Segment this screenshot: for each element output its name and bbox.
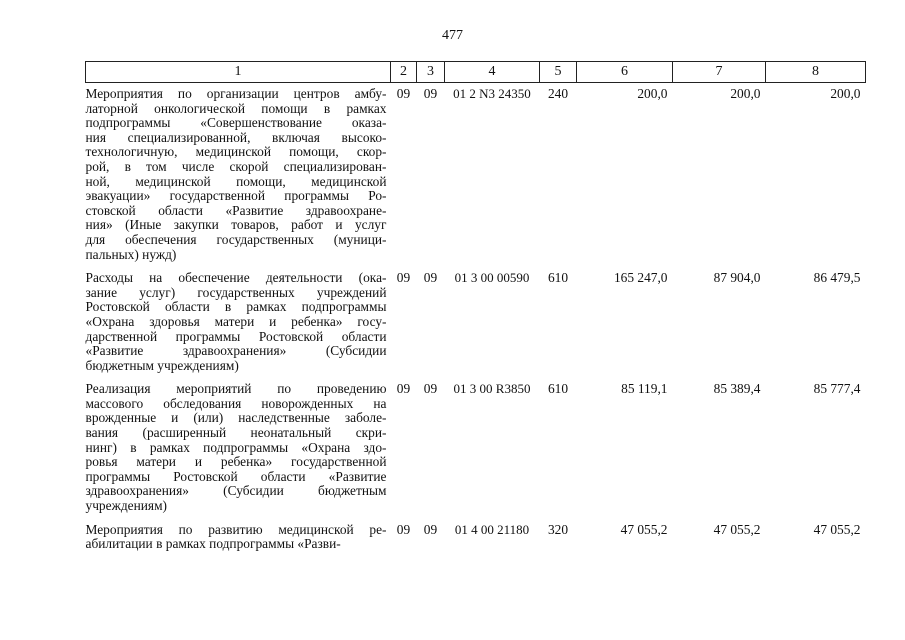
amount-year-3: 86 479,5 — [813, 270, 861, 286]
description-line: для обеспечения государственных (муници- — [85, 231, 387, 247]
column-header: 1 — [86, 62, 391, 83]
table-body — [86, 83, 866, 557]
description-line: Мероприятия по организации центров амбу- — [85, 86, 387, 101]
table-row — [86, 519, 866, 557]
description-line: ния специализированной, включая высоко- — [85, 129, 387, 145]
description-line: Мероприятия по развитию медицинской ре- — [85, 521, 387, 537]
table-row — [86, 378, 866, 518]
column-header: 4 — [445, 62, 540, 83]
description-line: пальных) нужд) — [85, 246, 177, 262]
table-row — [86, 267, 866, 378]
amount-year-3: 200,0 — [830, 86, 861, 101]
table-row — [86, 83, 866, 268]
column-header: 6 — [577, 62, 673, 83]
description-line: абилитации в рамках подпрограммы «Разви- — [85, 536, 341, 552]
expense-type-code: 610 — [547, 381, 569, 397]
target-article-code: 01 4 00 21180 — [454, 521, 530, 537]
amount-year-3: 47 055,2 — [813, 521, 861, 537]
subsection-code: 09 — [423, 521, 438, 537]
description-line: Расходы на обеспечение деятельности (ока- — [85, 270, 387, 286]
amount-year-1: 85 119,1 — [621, 381, 668, 397]
budget-table — [85, 61, 866, 557]
expense-type-code: 320 — [547, 521, 569, 537]
description-line: латорной онкологической помощи в рамках — [85, 100, 387, 116]
description-line: технологичную, медицинской помощи, скор- — [85, 144, 387, 160]
row-description — [86, 83, 391, 268]
column-header: 7 — [673, 62, 766, 83]
description-line: ной, медицинской помощи, медицинской — [85, 173, 387, 189]
amount-year-2: 200,0 — [730, 86, 761, 101]
description-line: рой, в том числе скорой специализирован- — [85, 158, 387, 174]
description-line: врожденные и (или) наследственные заболе- — [85, 410, 387, 426]
amount-year-1: 200,0 — [637, 86, 668, 101]
section-code: 09 — [396, 270, 411, 286]
description-line: учреждениям) — [85, 498, 168, 514]
description-line: здравоохранения» (Субсидии бюджетным — [85, 483, 387, 499]
description-line: Ростовской области в рамках подпрограммы — [85, 299, 387, 315]
description-line: ния» (Иные закупки товаров, работ и услуг — [85, 217, 387, 233]
subsection-code: 09 — [423, 381, 438, 397]
column-header: 2 — [391, 62, 417, 83]
section-code: 09 — [396, 381, 411, 397]
target-article-code: 01 3 00 R3850 — [453, 381, 531, 397]
row-description — [86, 519, 391, 557]
description-line: вания (расширенный неонатальный скри- — [85, 425, 387, 441]
description-line: подпрограммы «Совершенствование оказа- — [85, 115, 387, 131]
amount-year-2: 47 055,2 — [713, 521, 761, 537]
description-line: Реализация мероприятий по проведению — [85, 381, 387, 397]
description-line: бюджетным учреждениям) — [85, 357, 239, 373]
page-number: 477 — [442, 28, 463, 43]
amount-year-1: 165 247,0 — [613, 270, 668, 286]
amount-year-2: 87 904,0 — [713, 270, 761, 286]
subsection-code: 09 — [423, 270, 438, 286]
description-line: зание услуг) государственных учреждений — [85, 284, 387, 300]
description-line: ровья матери и ребенка» государственной — [85, 454, 387, 470]
description-line: «Развитие здравоохранения» (Субсидии — [85, 343, 387, 359]
target-article-code: 01 3 00 00590 — [454, 270, 530, 286]
row-description — [86, 378, 391, 518]
section-code: 09 — [396, 521, 411, 537]
subsection-code: 09 — [423, 86, 438, 101]
expense-type-code: 240 — [547, 86, 569, 101]
expense-type-code: 610 — [547, 270, 569, 286]
description-line: «Охрана здоровья матери и ребенка» госу- — [85, 313, 387, 329]
row-description — [86, 267, 391, 378]
description-line: эвакуации» государственной программы Ро- — [85, 188, 387, 204]
amount-year-2: 85 389,4 — [713, 381, 761, 397]
column-number-header-row — [86, 62, 866, 83]
amount-year-1: 47 055,2 — [620, 521, 668, 537]
description-line: нинг) в рамках подпрограммы «Охрана здо- — [85, 439, 387, 455]
description-line: программы Ростовской области «Развитие — [85, 468, 387, 484]
column-header: 3 — [417, 62, 445, 83]
description-line: стовской области «Развитие здравоохране- — [85, 202, 387, 218]
description-line: массового обследования новорожденных на — [85, 395, 387, 411]
amount-year-3: 85 777,4 — [813, 381, 861, 397]
target-article-code: 01 2 N3 24350 — [453, 86, 531, 101]
section-code: 09 — [396, 86, 411, 101]
description-line: дарственной программы Ростовской области — [85, 328, 387, 344]
column-header: 8 — [766, 62, 866, 83]
column-header: 5 — [540, 62, 577, 83]
